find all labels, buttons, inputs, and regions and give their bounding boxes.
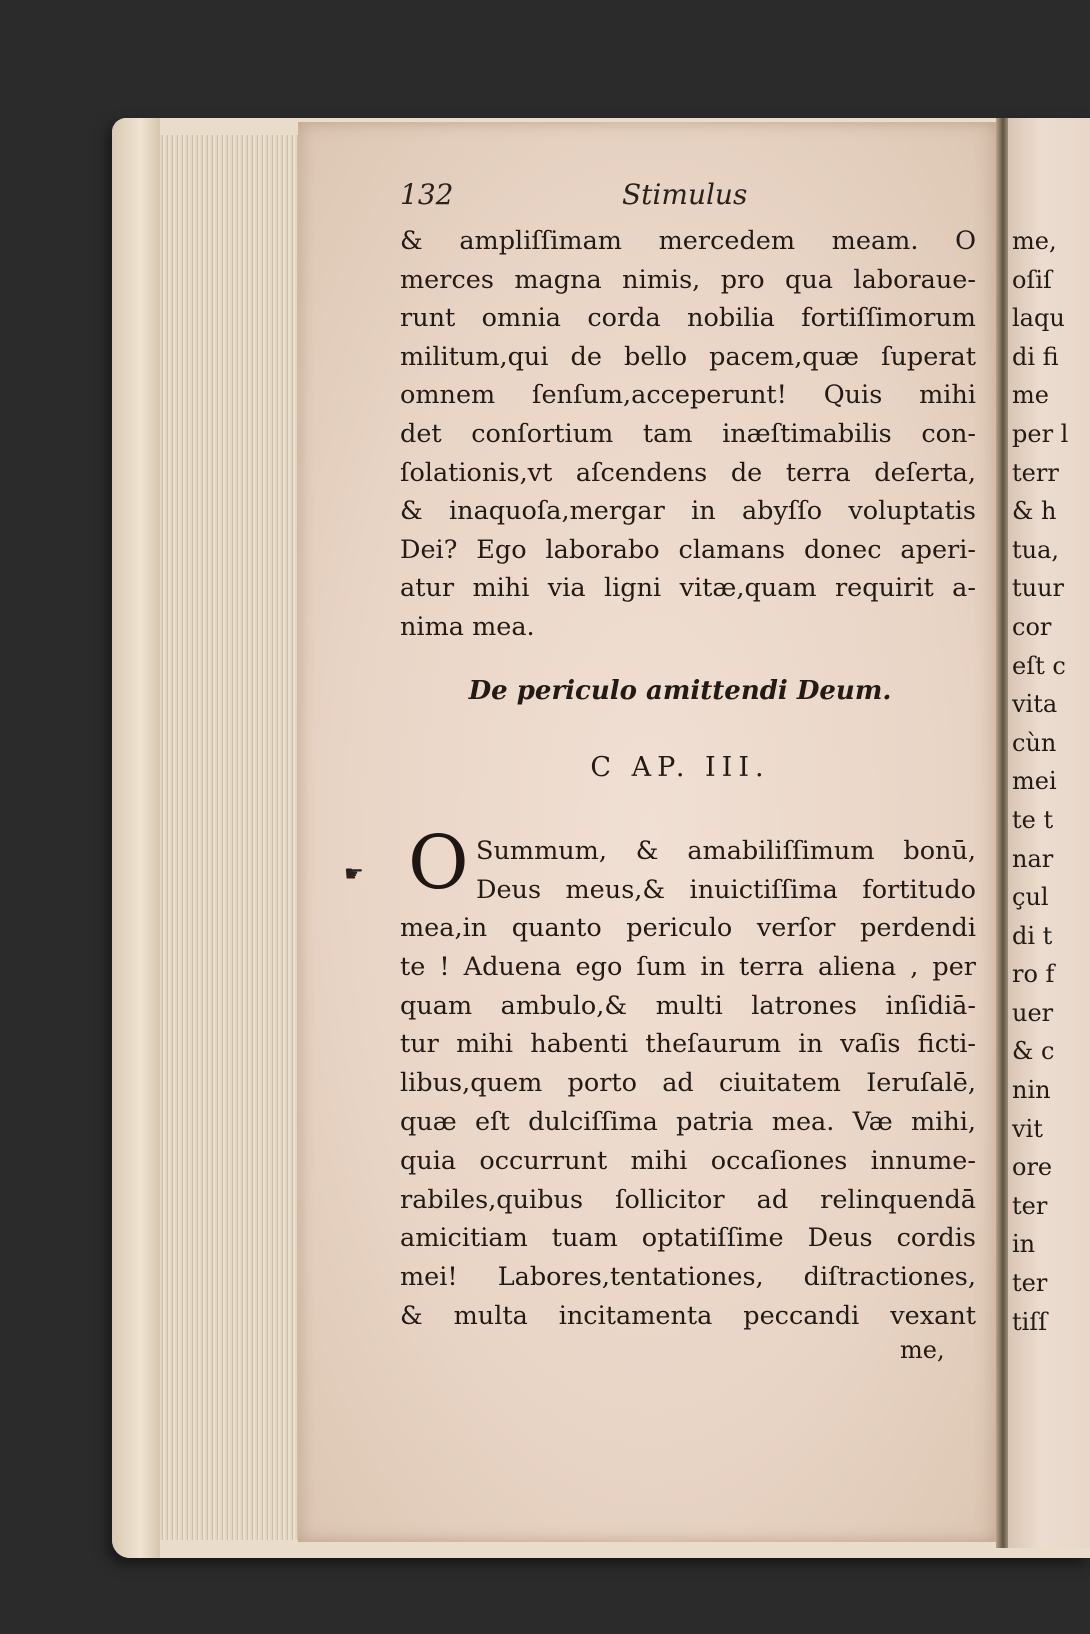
chapter-label: C AP. III. bbox=[590, 752, 770, 783]
text-line: te ! Aduena ego ſum in terra aliena , per bbox=[400, 951, 976, 982]
text-line: nima mea. bbox=[400, 611, 535, 642]
fragment-line: per l bbox=[1012, 419, 1069, 448]
page-edges bbox=[160, 135, 311, 1540]
passage bbox=[400, 222, 976, 647]
page-header bbox=[400, 178, 960, 218]
catchword: me, bbox=[900, 1336, 945, 1364]
fragment-line: ro f bbox=[1012, 960, 1055, 989]
text-line: Dei? Ego laborabo clamans donec aperi- bbox=[400, 534, 976, 565]
chapter-opening bbox=[476, 832, 976, 909]
chapter-body bbox=[400, 909, 976, 1336]
book-cover-edge bbox=[112, 118, 160, 1558]
text-line: omnem ſenſum,acceperunt! Quis mihi bbox=[400, 380, 976, 411]
text-line: militum,qui de bello pacem,quæ ſuperat bbox=[400, 341, 976, 372]
text-line: tur mihi habenti theſaurum in vaſis ficti- bbox=[400, 1029, 976, 1060]
running-title: Stimulus bbox=[622, 178, 748, 211]
text-line: atur mihi via ligni vitæ,quam requirit a- bbox=[400, 573, 976, 604]
fragment-line: nar bbox=[1012, 844, 1054, 873]
text-line: ſolationis,vt aſcendens de terra deſerta, bbox=[400, 457, 976, 488]
fragment-line: tua, bbox=[1012, 535, 1060, 564]
text-line: & ampliſſimam mercedem meam. O bbox=[400, 226, 976, 256]
text-line: quæ eſt dulciſſima patria mea. Væ mihi, bbox=[400, 1106, 976, 1137]
fragment-line: cùn bbox=[1012, 728, 1057, 757]
text-line: & inaquoſa,mergar in abyſſo voluptatis bbox=[400, 496, 976, 527]
fragment-line: vit bbox=[1012, 1114, 1043, 1143]
fragment-line: me, bbox=[1012, 227, 1057, 255]
fragment-line: mei bbox=[1012, 767, 1057, 796]
text-line: Deus meus,& inuictiſſima fortitudo bbox=[476, 874, 976, 905]
fragment-line: terr bbox=[1012, 458, 1059, 487]
fragment-line: in bbox=[1012, 1230, 1036, 1259]
section-heading: De periculo amittendi Deum. bbox=[468, 676, 892, 706]
fragment-line: tuur bbox=[1012, 574, 1065, 603]
fragment-line: & c bbox=[1012, 1037, 1055, 1066]
fragment-line: me bbox=[1012, 381, 1049, 410]
fragment-line: eſt c bbox=[1012, 651, 1066, 680]
text-line: quia occurrunt mihi occaſiones innume- bbox=[400, 1145, 976, 1176]
fragment-line: cor bbox=[1012, 612, 1052, 641]
text-line: runt omnia corda nobilia fortiſſimorum bbox=[400, 303, 976, 334]
fragment-line: te t bbox=[1012, 805, 1054, 834]
text-line: mea,in quanto periculo verſor perdendi bbox=[400, 913, 976, 943]
text-line: mei! Labores,tentationes, diſtractiones, bbox=[400, 1262, 976, 1293]
text-line: merces magna nimis, pro qua laboraue- bbox=[400, 264, 976, 295]
text-line: rabiles,quibus ſollicitor ad relinquendā bbox=[400, 1184, 976, 1215]
fragment-line: ore bbox=[1012, 1153, 1053, 1182]
fragment-line: uer bbox=[1012, 998, 1054, 1027]
manicule-icon: ☛ bbox=[344, 862, 364, 887]
fragment-line: tiſſ bbox=[1012, 1307, 1048, 1336]
fragment-line: di fi bbox=[1012, 342, 1059, 371]
fragment-line: laqu bbox=[1012, 304, 1065, 333]
fragment-line: çul bbox=[1012, 883, 1049, 912]
fragment-line: vita bbox=[1012, 690, 1058, 719]
page-number: 132 bbox=[400, 178, 454, 211]
fragment-line: ter bbox=[1012, 1269, 1048, 1298]
drop-cap-initial: O bbox=[408, 820, 469, 906]
text-line: & multa incitamenta peccandi vexant bbox=[400, 1300, 976, 1331]
text-line: libus,quem porto ad ciuitatem Ieruſalē, bbox=[400, 1068, 976, 1099]
text-line: det conſortium tam inæſtimabilis con- bbox=[400, 418, 976, 449]
fragment-line: nin bbox=[1012, 1076, 1051, 1105]
text-line: amicitiam tuam optatiſſime Deus cordis bbox=[400, 1223, 976, 1254]
facing-page-text bbox=[1012, 222, 1090, 1341]
fragment-line: oſiſ bbox=[1012, 265, 1052, 294]
fragment-line: ter bbox=[1012, 1191, 1048, 1220]
fragment-line: & h bbox=[1012, 497, 1057, 526]
text-line: quam ambulo,& multi latrones inſidiā- bbox=[400, 990, 976, 1021]
text-line: Summum, & amabiliſſimum bonū, bbox=[476, 836, 976, 866]
fragment-line: di t bbox=[1012, 921, 1053, 950]
